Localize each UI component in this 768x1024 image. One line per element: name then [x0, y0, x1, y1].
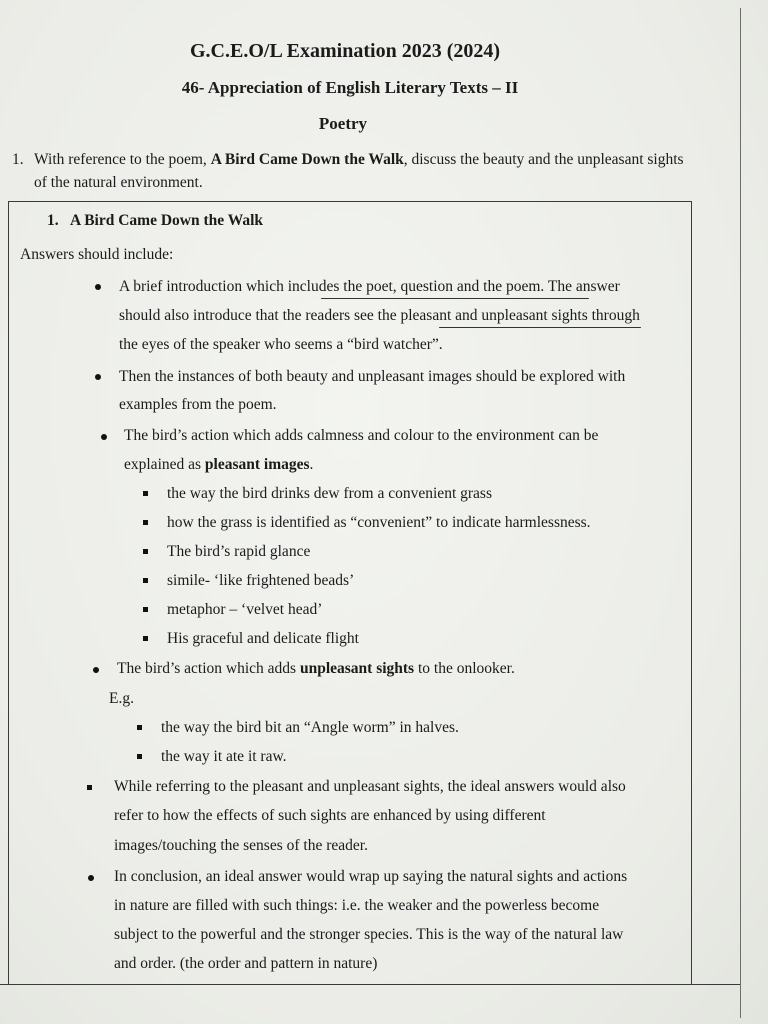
paper-title: 46- Appreciation of English Literary Texts – II: [181, 78, 519, 97]
section-title: Poetry: [318, 114, 368, 133]
bullet-3-line-1: The bird’s action which adds calmness and colour to the environment can be: [124, 427, 599, 444]
page-edge-line: [740, 8, 741, 1018]
square-bullet: [137, 725, 142, 730]
pleasant-item: simile- ‘like frightened beads’: [167, 572, 355, 589]
bullet-6-line-4: and order. (the order and pattern in nature): [114, 955, 378, 972]
pleasant-item: how the grass is identified as “convenient” to indicate harmlessness.: [167, 514, 591, 531]
answer-intro: Answers should include:: [20, 246, 174, 263]
bullet-1-line-2: should also introduce that the readers see the pleasant and unpleasant sights through: [119, 307, 640, 324]
bullet-marker: [93, 667, 99, 673]
bullet-4: The bird’s action which adds unpleasant sights to the onlooker.: [117, 660, 515, 677]
pleasant-item: The bird’s rapid glance: [167, 543, 311, 560]
question-number: 1.: [12, 151, 24, 168]
pen-underline: [439, 327, 641, 328]
answer-box-bottom-border: [0, 984, 740, 985]
unpleasant-item: the way the bird bit an “Angle worm” in halves.: [161, 719, 459, 736]
question-1: [12, 148, 692, 194]
answer-heading: A Bird Came Down the Walk: [70, 212, 264, 229]
bullet-2-line-2: examples from the poem.: [119, 396, 277, 413]
square-bullet: [143, 549, 148, 554]
question-poem-title: A Bird Came Down the Walk: [210, 151, 404, 168]
unpleasant-item: the way it ate it raw.: [161, 748, 287, 765]
answer-heading-number: 1.: [47, 212, 59, 229]
bullet-marker: [101, 434, 107, 440]
square-bullet: [137, 754, 142, 759]
bullet-5-line-1: While referring to the pleasant and unpleasant sights, the ideal answers would also: [114, 778, 626, 795]
square-bullet: [143, 636, 148, 641]
question-text: With reference to the poem, A Bird Came Down the Walk, discuss the beauty and the unpleasant sights of the natural environment.: [34, 151, 684, 191]
bullet-6-line-3: subject to the powerful and the stronger species. This is the way of the natural law: [114, 926, 624, 943]
pleasant-item: His graceful and delicate flight: [167, 630, 359, 647]
square-bullet: [87, 785, 92, 790]
square-bullet: [143, 520, 148, 525]
bullet-5-line-3: images/touching the senses of the reader.: [114, 837, 368, 854]
eg-label: E.g.: [109, 690, 134, 707]
pleasant-item: metaphor – ‘velvet head’: [167, 601, 323, 618]
pen-underline: [321, 298, 589, 299]
square-bullet: [143, 491, 148, 496]
bullet-1-line-1: A brief introduction which includes the poet, question and the poem. The answer: [119, 278, 620, 295]
pleasant-item: the way the bird drinks dew from a convenient grass: [167, 485, 492, 502]
bullet-marker: [95, 374, 101, 380]
bullet-6-line-1: In conclusion, an ideal answer would wrap up saying the natural sights and actions: [114, 868, 628, 885]
bullet-marker: [95, 284, 101, 290]
exam-title: G.C.E.O/L Examination 2023 (2024): [189, 40, 501, 62]
bullet-marker: [88, 875, 94, 881]
bullet-2-line-1: Then the instances of both beauty and unpleasant images should be explored with: [119, 368, 626, 385]
answer-box: [8, 201, 692, 985]
bullet-6-line-2: in nature are filled with such things: i.e. the weaker and the powerless become: [114, 897, 600, 914]
bullet-5-line-2: refer to how the effects of such sights are enhanced by using different: [114, 807, 546, 824]
square-bullet: [143, 607, 148, 612]
bullet-1-line-3: the eyes of the speaker who seems a “bird watcher”.: [119, 336, 443, 353]
square-bullet: [143, 578, 148, 583]
bullet-3-line-2: explained as pleasant images.: [124, 456, 314, 473]
